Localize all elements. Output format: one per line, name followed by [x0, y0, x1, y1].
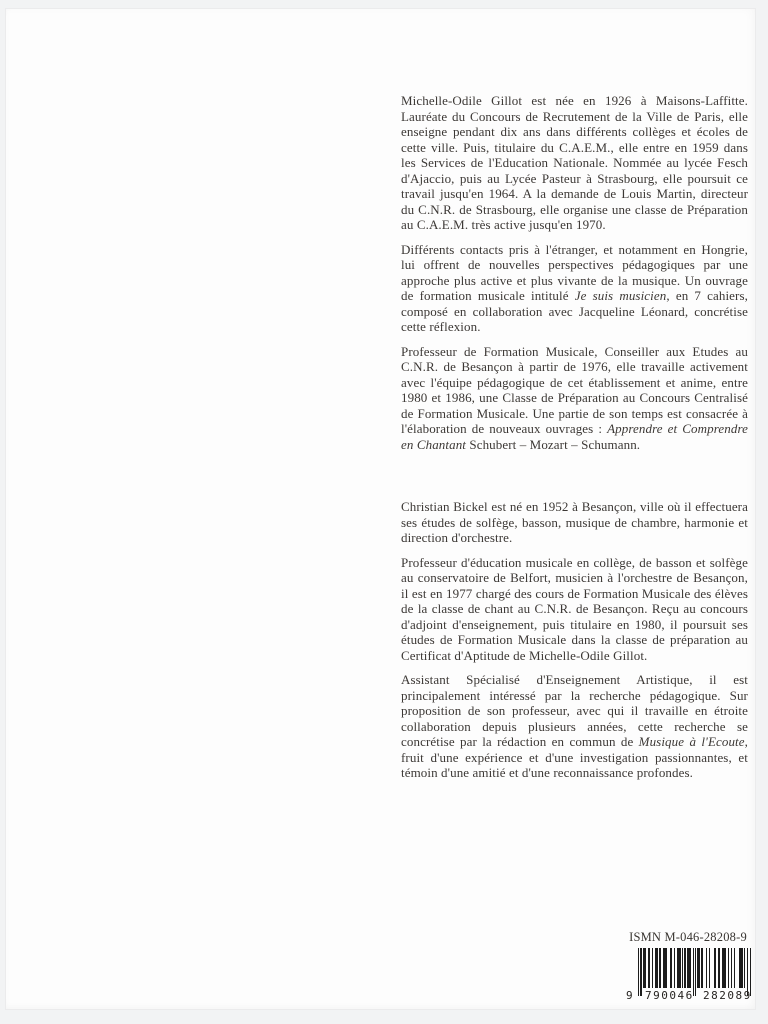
bio-paragraph: Professeur de Formation Musicale, Conseiller aux Etudes au C.N.R. de Besançon à partir de 1976, elle travaille activement avec l'équipe pédagogique de cet établissement et anime, entre 1980 et 1986, une Classe de Préparation au Concours Centralisé de Formation Musicale. Une partie de son temps est consacrée à l'élaboration de nouveaux ouvrages : Apprendre et Comprendre en Chantant Schubert – Mozart – Schumann. [401, 343, 748, 452]
bio-paragraph: Professeur d'éducation musicale en collège, de basson et solfège au conservatoire de Belfort, musicien à l'orchestre de Besançon, il est en 1977 chargé des cours de Formation Musicale des élèves de la classe de chant au C.N.R. de Besançon. Reçu au concours d'adjoint d'enseignement, puis titulaire en 1980, il poursuit ses études de Formation Musicale dans la classe de préparation au Certificat d'Aptitude de Michelle-Odile Gillot. [401, 554, 748, 663]
barcode-digit-group: 282089 [703, 989, 752, 1002]
ean13-barcode [618, 948, 758, 1010]
ismn-label: ISMN M-046-28208-9 [629, 930, 747, 944]
barcode-digit-group: 790046 [645, 989, 694, 1002]
barcode-digit-group: 9 [626, 989, 633, 1002]
biography-bickel [401, 499, 748, 781]
bio-paragraph: Michelle-Odile Gillot est née en 1926 à Maisons-Laffitte. Lauréate du Concours de Recrutement de la Ville de Paris, elle enseigne pendant dix ans dans différents collèges et écoles de cette ville. Puis, titulaire du C.A.E.M., elle entre en 1959 dans les Services de l'Education Nationale. Nommée au lycée Fesch d'Ajaccio, puis au Lycée Pasteur à Strasbourg, elle poursuit ce travail jusqu'en 1964. A la demande de Louis Martin, directeur du C.N.R. de Strasbourg, elle organise une classe de Préparation au C.A.E.M. très active jusqu'en 1970. [401, 93, 748, 232]
bio-paragraph: Assistant Spécialisé d'Enseignement Artistique, il est principalement intéressé par la recherche pédagogique. Sur proposition de son professeur, avec qui il travaille en étroite collaboration depuis plusieurs années, cette recherche se concrétise par la rédaction en commun de Musique à l'Ecoute, fruit d'une expérience et d'une investigation passionnantes, et témoin d'une amitié et d'une reconnaissance profondes. [401, 672, 748, 780]
barcode-digits [618, 989, 758, 1003]
ismn-barcode-block [618, 930, 758, 1010]
bio-paragraph: Christian Bickel est né en 1952 à Besançon, ville où il effectuera ses études de solfège, basson, musique de chambre, harmonie et direction d'orchestre. [401, 499, 748, 545]
biography-gillot [401, 93, 748, 452]
book-back-cover-page [5, 8, 756, 1010]
biography-text-column [401, 93, 748, 781]
bio-paragraph: Différents contacts pris à l'étranger, et notamment en Hongrie, lui offrent de nouvelles perspectives pédagogiques par une approche plus active et plus vivante de la musique. Un ouvrage de formation musicale intitulé Je suis musicien, en 7 cahiers, composé en collaboration avec Jacqueline Léonard, concrétise cette réflexion. [401, 241, 748, 334]
